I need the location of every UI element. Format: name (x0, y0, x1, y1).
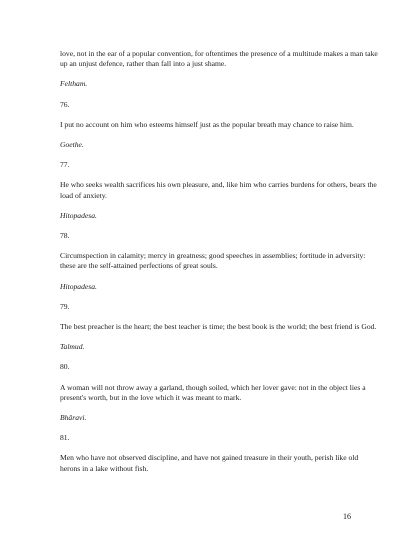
page-body (60, 49, 378, 484)
entry-number-81: 81. (60, 433, 70, 443)
entry-number-76: 76. (60, 99, 70, 109)
entry-number-80: 80. (60, 362, 70, 372)
attribution-talmud: Talmud. (60, 342, 85, 352)
attribution-feltham: Feltham. (60, 79, 88, 89)
attribution-goethe: Goethe. (60, 140, 84, 150)
attribution-bharavi: Bhâravi. (60, 413, 87, 423)
quote-80: A woman will not throw away a garland, though soiled, which her lover gave: not in the object lies a present's worth, but in the love which it was meant to mark. (60, 382, 366, 402)
entry-number-78: 78. (60, 231, 70, 241)
attribution-hitopadesa-78: Hitopadesa. (60, 281, 97, 291)
paragraph-continued-love: love, not in the ear of a popular convention, for oftentimes the presence of a multitude makes a man take up an unjust defence, rather than fall into a just shame. (60, 49, 378, 69)
page-number: 16 (343, 512, 351, 521)
attribution-hitopadesa-77: Hitopadesa. (60, 210, 97, 220)
quote-79: The best preacher is the heart; the best teacher is time; the best book is the world; the best friend is God. (60, 322, 377, 332)
entry-number-79: 79. (60, 301, 70, 311)
quote-78: Circumspection in calamity; mercy in greatness; good speeches in assemblies; fortitude in adversity: these are the self-attained perfections of great souls. (60, 251, 366, 271)
quote-77: He who seeks wealth sacrifices his own pleasure, and, like him who carries burdens for others, bears the load of anxiety. (60, 180, 377, 200)
quote-81: Men who have not observed discipline, and have not gained treasure in their youth, perish like old herons in a lake without fish. (60, 453, 359, 473)
entry-number-77: 77. (60, 160, 70, 170)
quote-76: I put no account on him who esteems himself just as the popular breath may chance to raise him. (60, 119, 354, 129)
